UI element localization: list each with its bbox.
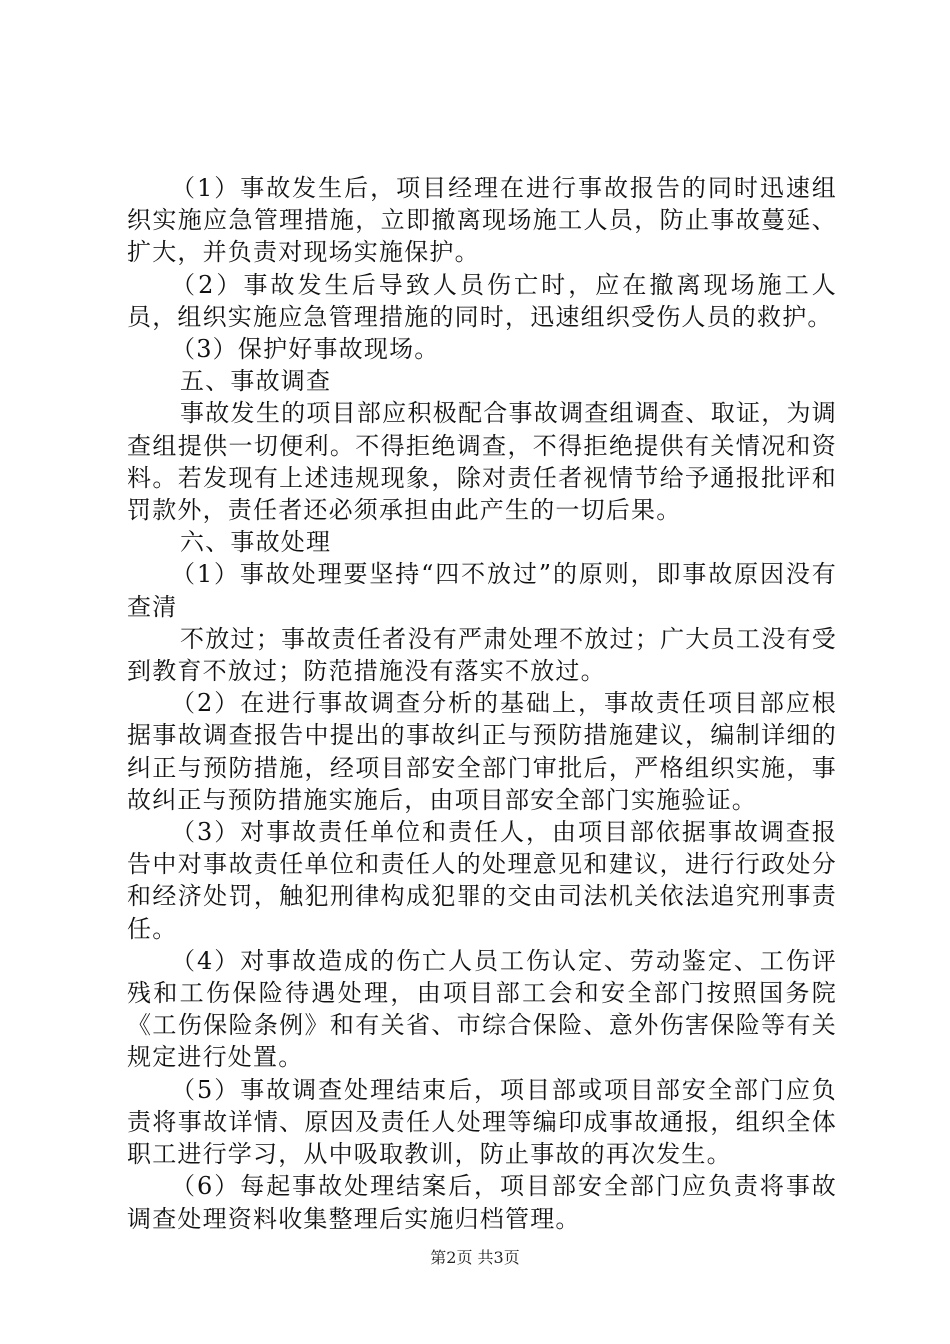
paragraph-handling-5: （5）事故调查处理结束后，项目部或项目部安全部门应负责将事故详情、原因及责任人处理等编印成事故通报，组织全体职工进行学习，从中吸取教训，防止事故的再次发生。	[127, 1075, 837, 1169]
paragraph-handling-6: （6）每起事故处理结案后，项目部安全部门应负责将事故调查处理资料收集整理后实施归档管理。	[127, 1172, 837, 1233]
section-heading-investigation: 五、事故调查	[180, 367, 332, 396]
paragraph-2: （2）事故发生后导致人员伤亡时，应在撤离现场施工人员，组织实施应急管理措施的同时，迅速组织受伤人员的救护。	[127, 270, 837, 331]
paragraph-handling-2: （2）在进行事故调查分析的基础上，事故责任项目部应根据事故调查报告中提出的事故纠正与预防措施建议，编制详细的纠正与预防措施，经项目部安全部门审批后，严格组织实施，事故纠正与预防措施实施后，由项目部安全部门实施验证。	[127, 689, 837, 814]
paragraph-handling-3: （3）对事故责任单位和责任人，由项目部依据事故调查报告中对事故责任单位和责任人的处理意见和建议，进行行政处分和经济处罚，触犯刑律构成犯罪的交由司法机关依法追究刑事责任。	[127, 818, 837, 943]
paragraph-1: （1）事故发生后，项目经理在进行事故报告的同时迅速组织实施应急管理措施，立即撤离现场施工人员，防止事故蔓延、扩大，并负责对现场实施保护。	[127, 174, 837, 267]
paragraph-investigation: 事故发生的项目部应积极配合事故调查组调查、取证，为调查组提供一切便利。不得拒绝调查，不得拒绝提供有关情况和资料。若发现有上述违规现象，除对责任者视情节给予通报批评和罚款外，责任者还必须承担由此产生的一切后果。	[127, 399, 837, 525]
document-body	[127, 172, 837, 1235]
section-heading-handling: 六、事故处理	[180, 528, 332, 557]
paragraph-3: （3）保护好事故现场。	[171, 335, 440, 364]
paragraph-handling-1-cont: 不放过；事故责任者没有严肃处理不放过；广大员工没有受到教育不放过；防范措施没有落实不放过。	[127, 624, 837, 686]
paragraph-handling-4: （4）对事故造成的伤亡人员工伤认定、劳动鉴定、工伤评残和工伤保险待遇处理，由项目部工会和安全部门按照国务院《工伤保险条例》和有关省、市综合保险、意外伤害保险等有关规定进行处置。	[127, 946, 837, 1072]
paragraph-handling-1: （1）事故处理要坚持“四不放过”的原则，即事故原因没有查清	[127, 560, 837, 621]
page-footer: 第2页 共3页	[430, 1248, 520, 1267]
